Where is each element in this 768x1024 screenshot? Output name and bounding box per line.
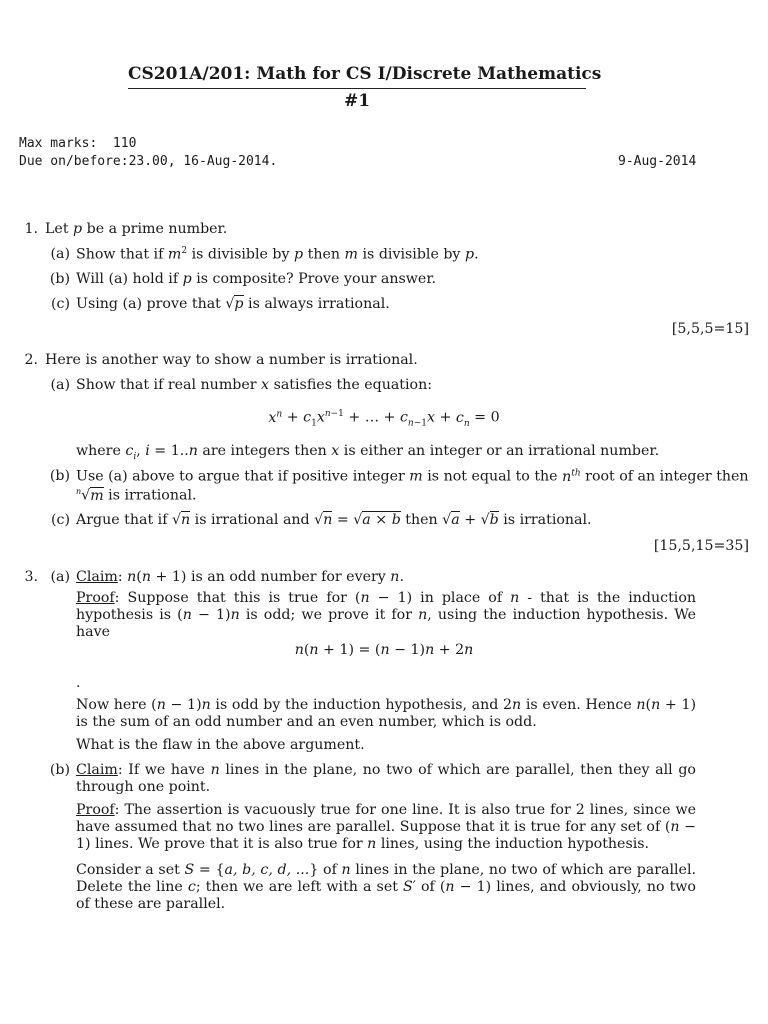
- q3a-proof: Proof: Suppose that this is true for (n − 1) in place of n - that is the induction hypothesis is (n − 1)n is odd; we prove it for n, using the induction hypothesis. We have: [76, 590, 697, 640]
- q3-number: 3.: [24, 569, 38, 585]
- max-marks: Max marks: 110: [19, 136, 137, 151]
- q2-stem: Here is another way to show a number is irrational.: [45, 352, 418, 368]
- q2c-text: Argue that if √n is irrational and √n = √a × b then √a + √b is irrational.: [76, 512, 592, 528]
- q1c-text: Using (a) prove that √p is always irrational.: [76, 296, 390, 312]
- q1a-text: Show that if $m^2$ is divisible by p then m is divisible by p.: [76, 246, 479, 263]
- q2a-equation: $x^n + c_1x^{n-1}$ + … + $c_{n-1}x + c_n = 0$: [268, 409, 500, 429]
- q3a-label: (a): [50, 569, 70, 585]
- due-date: Due on/before:23.00, 16-Aug-2014.: [19, 154, 278, 169]
- q3a-flaw: What is the flaw in the above argument.: [76, 737, 365, 753]
- q3a-claim: Claim: n(n + 1) is an odd number for every n.: [76, 569, 404, 585]
- q1b-label: (b): [49, 271, 70, 287]
- q2b-label: (b): [49, 468, 70, 484]
- q2a-label: (a): [50, 377, 70, 393]
- q3b-claim: Claim: If we have n lines in the plane, no two of which are parallel, then they all go through one point.: [76, 762, 696, 795]
- q2-marks: [15,5,15=35]: [653, 538, 749, 554]
- q3b-label: (b): [49, 762, 70, 778]
- q3a-dot: .: [76, 675, 81, 691]
- q1-number: 1.: [24, 221, 38, 237]
- q3a-equation: n(n + 1) = (n − 1)n + 2n: [294, 642, 474, 658]
- page-title: CS201A/201: Math for CS I/Discrete Mathematics: [128, 64, 602, 84]
- q2-number: 2.: [24, 352, 38, 368]
- q2b-text-2: $^n$√m is irrational.: [76, 487, 197, 504]
- issue-date: 9-Aug-2014: [618, 154, 697, 169]
- assignment-number: #1: [343, 91, 371, 111]
- q1-marks: [5,5,5=15]: [671, 321, 749, 337]
- q1-stem: Let p be a prime number.: [45, 221, 228, 237]
- q1b-text: Will (a) hold if p is composite? Prove your answer.: [76, 271, 437, 287]
- q3b-consider: Consider a set S = {a, b, c, d, ...} of n lines in the plane, no two of which are parallel. Delete the line c; then we are left with a set S′ of (n − 1) lines, and obviously, no two of these are parallel.: [76, 862, 696, 912]
- title-underline: [128, 88, 586, 89]
- q2b-text: Use (a) above to argue that if positive integer m is not equal to the $n^{th}$ root of an integer then: [76, 468, 749, 485]
- q3a-explanation: Now here (n − 1)n is odd by the induction hypothesis, and 2n is even. Hence n(n + 1) is the sum of an odd number and an even number, which is odd.: [76, 697, 697, 730]
- q1c-label: (c): [50, 296, 70, 312]
- q2a-where: where $c_i$, i = 1..n are integers then x is either an integer or an irrational number.: [76, 443, 660, 462]
- q3b-proof: Proof: The assertion is vacuously true for one line. It is also true for 2 lines, since we have assumed that no two lines are parallel. Suppose that it is true for any set of (n − 1) lines. We prove that it is also true for n lines, using the induction hypothesis.: [76, 802, 697, 852]
- q2a-text: Show that if real number x satisfies the equation:: [76, 377, 432, 393]
- q1a-label: (a): [50, 246, 70, 262]
- q2c-label: (c): [50, 512, 70, 528]
